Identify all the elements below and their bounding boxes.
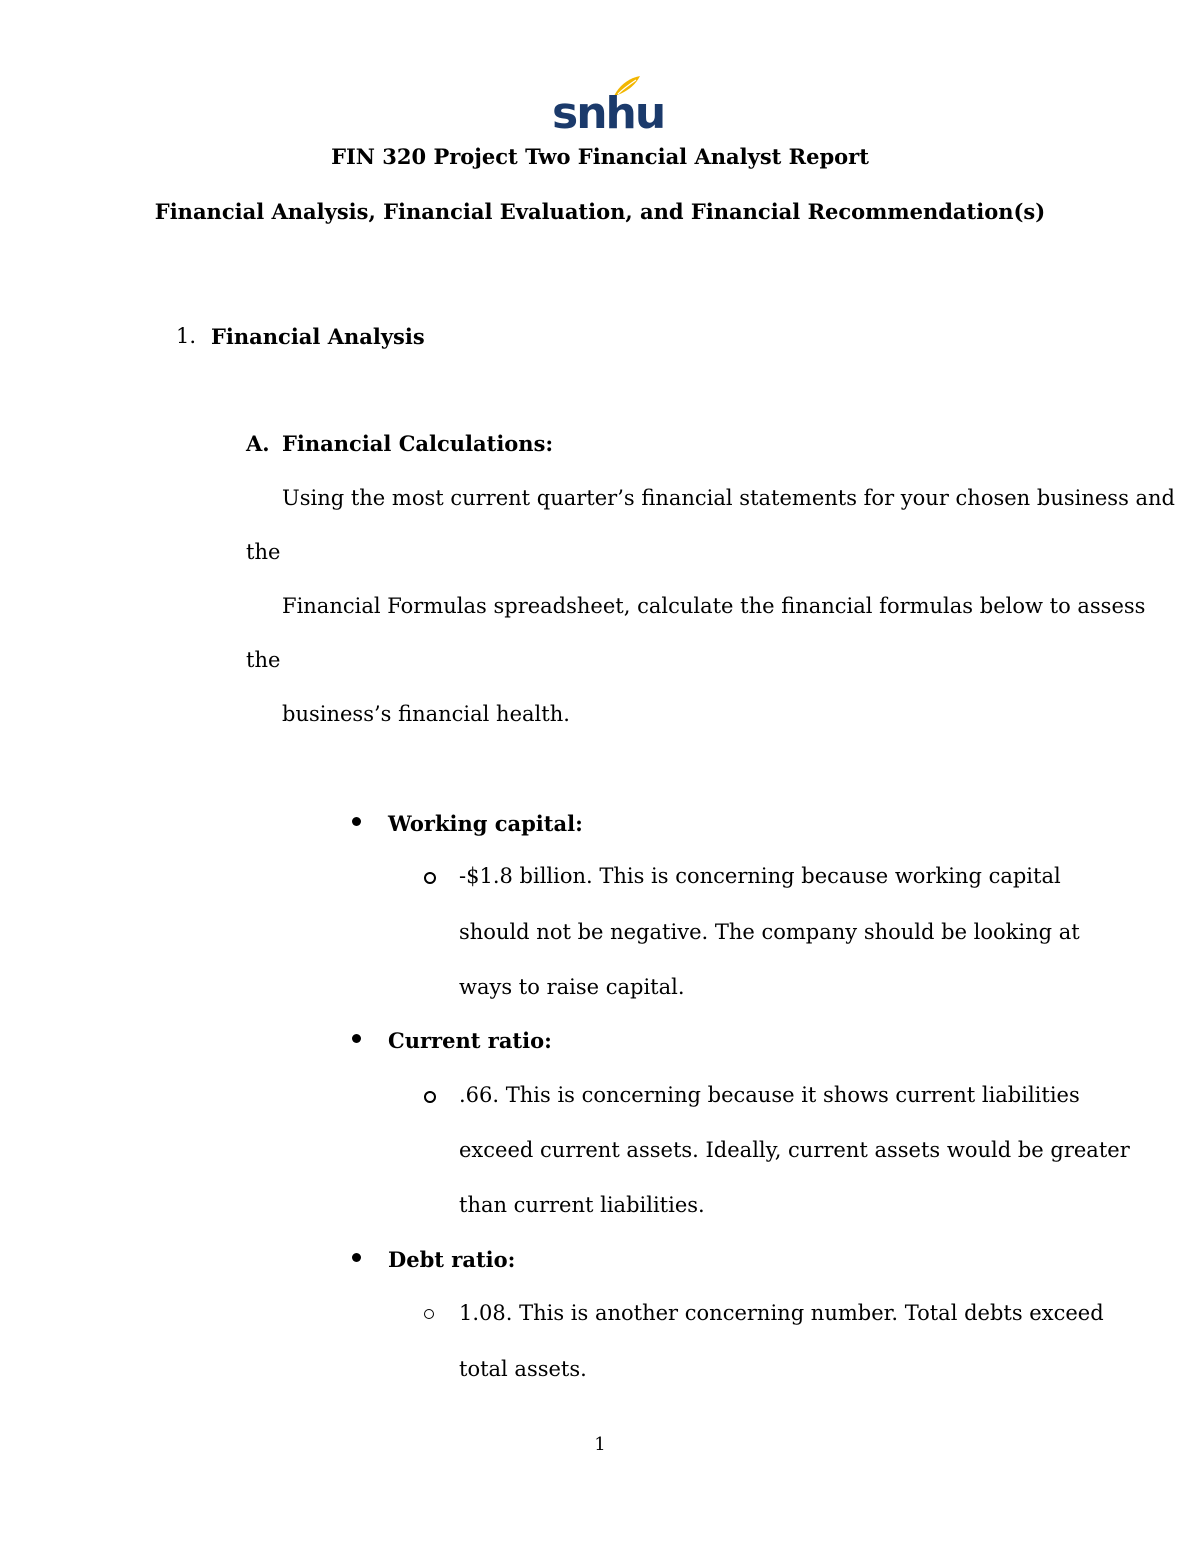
metric-detail-line: total assets. <box>459 1357 587 1381</box>
intro-line: Financial Formulas spreadsheet, calculate the financial formulas below to assess <box>282 594 1146 618</box>
sub-bullet-icon <box>424 1091 436 1103</box>
document-subtitle: Financial Analysis, Financial Evaluation, and Financial Recommendation(s) <box>154 199 1046 224</box>
section-number: 1. <box>176 324 197 348</box>
intro-line: the <box>246 540 281 564</box>
bullet-icon <box>352 1034 361 1043</box>
subsection-heading: Financial Calculations: <box>282 431 554 456</box>
bullet-icon <box>352 817 361 826</box>
intro-line: business’s financial health. <box>282 702 570 726</box>
metric-detail-line: exceed current assets. Ideally, current assets would be greater <box>459 1138 1130 1162</box>
metric-detail-line: than current liabilities. <box>459 1193 705 1217</box>
logo-wordmark: snhu <box>552 88 665 139</box>
sub-bullet-icon <box>424 1309 434 1319</box>
page-number: 1 <box>594 1434 606 1455</box>
section-heading: Financial Analysis <box>211 324 425 349</box>
subsection-letter: A. <box>246 431 270 456</box>
metric-detail-line: ways to raise capital. <box>459 975 685 999</box>
metric-detail-line: 1.08. This is another concerning number. Total debts exceed <box>459 1301 1104 1325</box>
metric-label-working-capital: Working capital: <box>388 811 583 836</box>
metric-label-current-ratio: Current ratio: <box>388 1028 552 1053</box>
bullet-icon <box>352 1253 361 1262</box>
intro-line: the <box>246 648 281 672</box>
metric-label-debt-ratio: Debt ratio: <box>388 1247 516 1272</box>
intro-line: Using the most current quarter’s financial statements for your chosen business and <box>282 486 1176 510</box>
sub-bullet-icon <box>424 872 436 884</box>
metric-detail-line: .66. This is concerning because it shows current liabilities <box>459 1083 1080 1107</box>
metric-detail-line: -$1.8 billion. This is concerning because working capital <box>459 864 1061 888</box>
snhu-logo <box>552 74 665 139</box>
metric-detail-line: should not be negative. The company should be looking at <box>459 920 1080 944</box>
document-title: FIN 320 Project Two Financial Analyst Report <box>331 144 869 169</box>
